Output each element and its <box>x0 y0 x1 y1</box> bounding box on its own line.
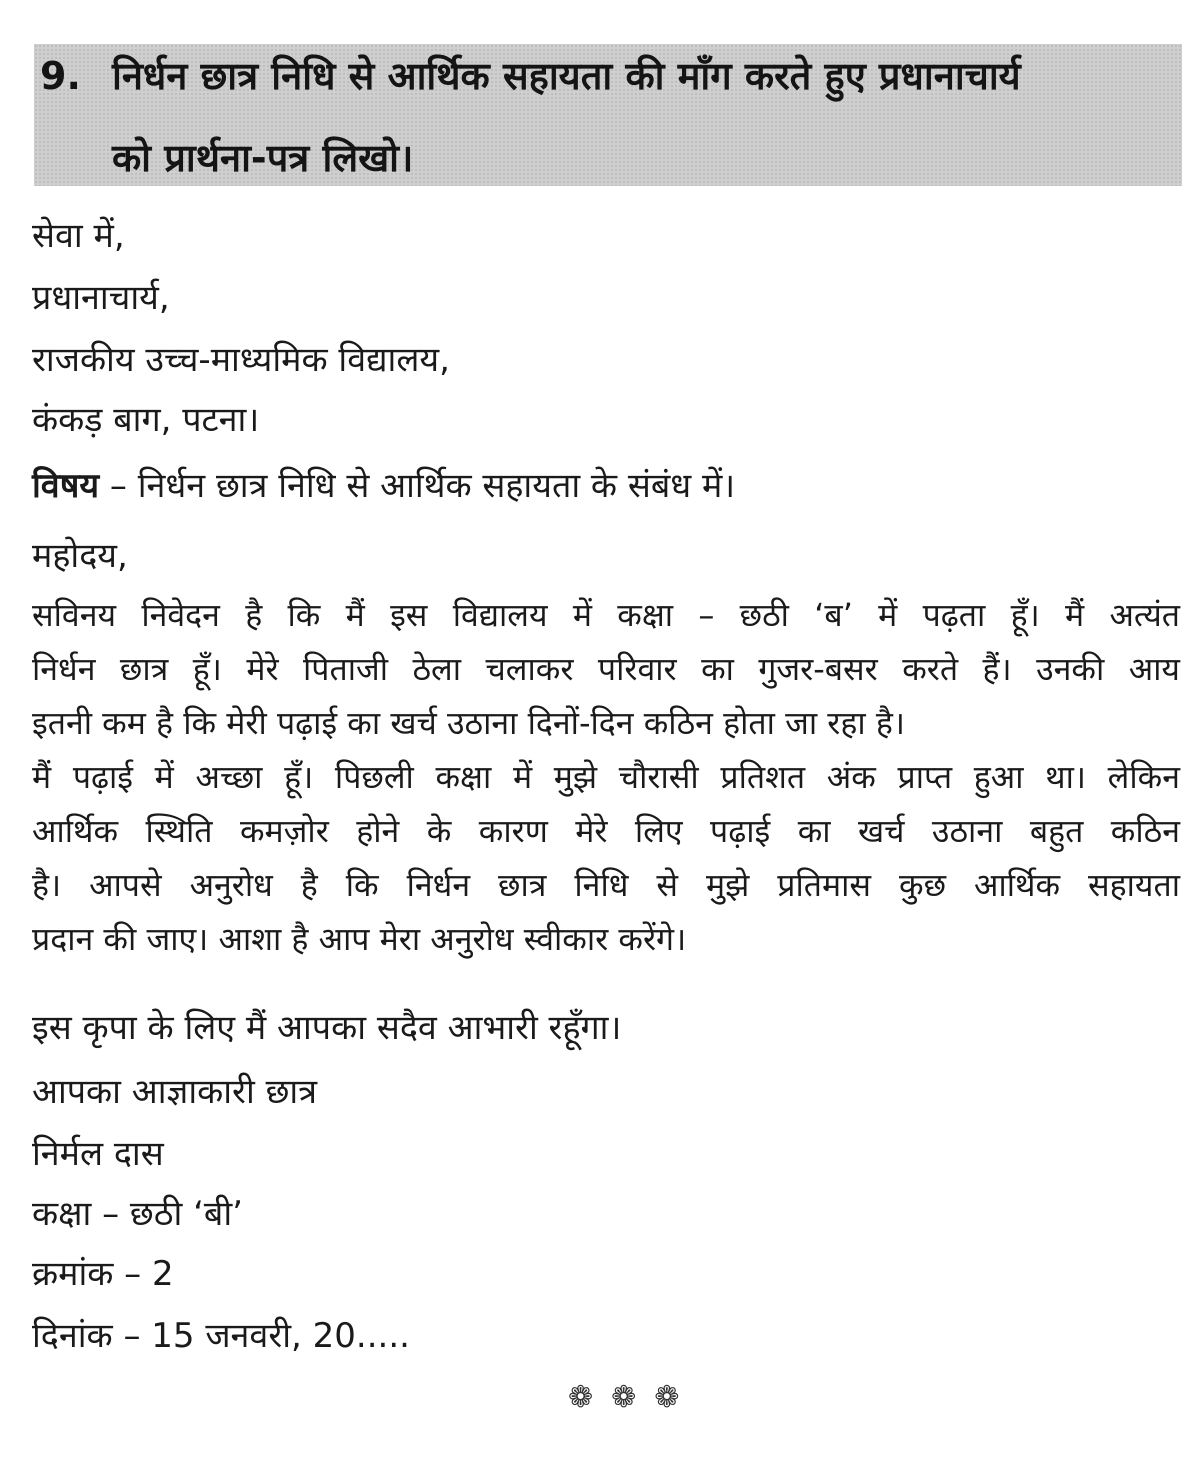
letter-body <box>32 588 1180 966</box>
recipient: प्रधानाचार्य, <box>32 278 170 318</box>
thanks-line: इस कृपा के लिए मैं आपका सदैव आभारी रहूँगा। <box>32 1008 622 1048</box>
sign-off: आपका आज्ञाकारी छात्र <box>32 1072 317 1112</box>
body-line: सविनय निवेदन है कि मैं इस विद्यालय में कक्षा – छठी ‘ब’ में पढ़ता हूँ। मैं अत्यंत <box>32 596 1180 634</box>
roll-number: क्रमांक – 2 <box>32 1254 174 1294</box>
body-line: निर्धन छात्र हूँ। मेरे पिताजी ठेला चलाकर परिवार का गुजर-बसर करते हैं। उनकी आय <box>32 650 1180 688</box>
body-line: आर्थिक स्थिति कमज़ोर होने के कारण मेरे लिए पढ़ाई का खर्च उठाना बहुत कठिन <box>32 812 1180 850</box>
flower-ornament-icon: ❁❁❁ <box>568 1380 698 1415</box>
question-number: 9. <box>40 54 81 98</box>
subject-text: – निर्धन छात्र निधि से आर्थिक सहायता के संबंध में। <box>99 466 736 506</box>
question-line-1: निर्धन छात्र निधि से आर्थिक सहायता की माँग करते हुए प्रधानाचार्य <box>112 54 1021 98</box>
letter-date: दिनांक – 15 जनवरी, 20..... <box>32 1316 410 1356</box>
school-name: राजकीय उच्च-माध्यमिक विद्यालय, <box>32 340 450 380</box>
body-line: इतनी कम है कि मेरी पढ़ाई का खर्च उठाना दिनों-दिन कठिन होता जा रहा है। <box>32 704 905 742</box>
salutation: सेवा में, <box>32 216 125 256</box>
student-class: कक्षा – छठी ‘बी’ <box>32 1194 243 1234</box>
body-line: है। आपसे अनुरोध है कि निर्धन छात्र निधि से मुझे प्रतिमास कुछ आर्थिक सहायता <box>32 866 1180 904</box>
body-line: मैं पढ़ाई में अच्छा हूँ। पिछली कक्षा में मुझे चौरासी प्रतिशत अंक प्राप्त हुआ था। लेकिन <box>32 758 1180 796</box>
subject-line <box>32 462 1180 510</box>
question-line-2: को प्रार्थना-पत्र लिखो। <box>112 136 414 180</box>
greeting: महोदय, <box>32 536 128 576</box>
school-place: कंकड़ बाग, पटना। <box>32 400 260 440</box>
body-line: प्रदान की जाए। आशा है आप मेरा अनुरोध स्वीकार करेंगे। <box>32 920 687 958</box>
student-name: निर्मल दास <box>32 1134 164 1174</box>
subject-label: विषय <box>32 466 100 506</box>
